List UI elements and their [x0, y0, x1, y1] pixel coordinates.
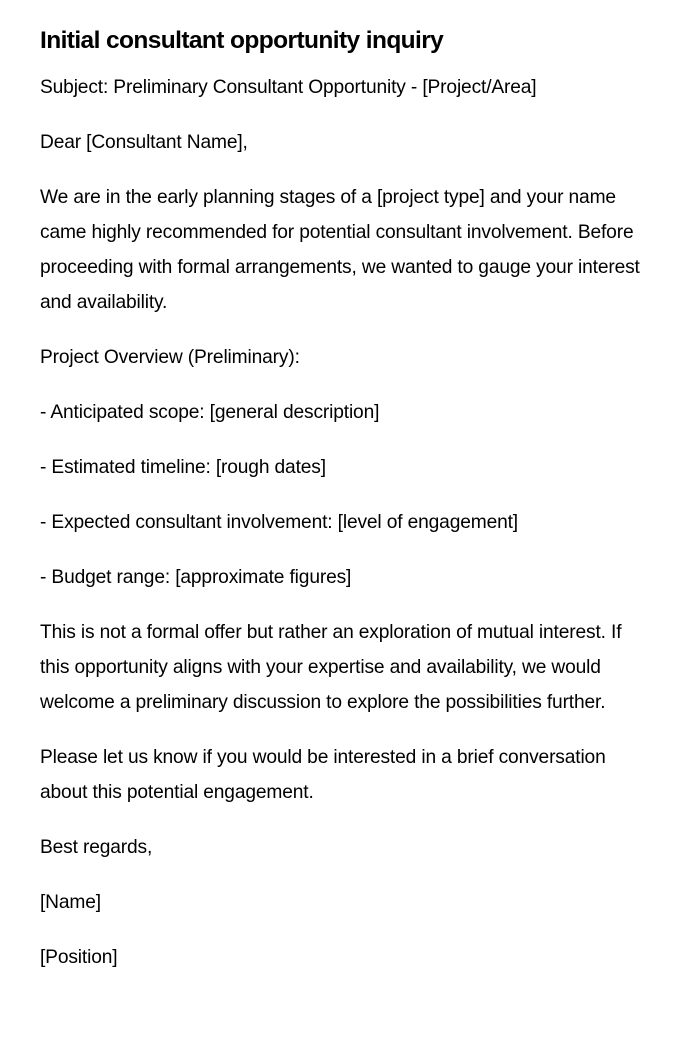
- overview-item-timeline: - Estimated timeline: [rough dates]: [40, 457, 326, 478]
- overview-heading: Project Overview (Preliminary):: [40, 347, 300, 368]
- intro-paragraph: We are in the early planning stages of a [project type] and your name came highly recommended for potential consultant involvement. Before proceeding with formal arrangements, we wanted to gauge your interest and availability.: [40, 187, 640, 313]
- overview-item-scope: - Anticipated scope: [general description]: [40, 402, 380, 423]
- salutation: Dear [Consultant Name],: [40, 132, 248, 153]
- letter-body: [40, 70, 650, 995]
- overview-item-involvement: - Expected consultant involvement: [level of engagement]: [40, 512, 518, 533]
- request-paragraph: Please let us know if you would be interested in a brief conversation about this potential engagement.: [40, 747, 606, 803]
- signature-position: [Position]: [40, 947, 118, 968]
- closing: Best regards,: [40, 837, 153, 858]
- overview-item-budget: - Budget range: [approximate figures]: [40, 567, 352, 588]
- signature-name: [Name]: [40, 892, 101, 913]
- subject-line: Subject: Preliminary Consultant Opportunity - [Project/Area]: [40, 77, 537, 98]
- disclaimer-paragraph: This is not a formal offer but rather an exploration of mutual interest. If this opportunity aligns with your expertise and availability, we would welcome a preliminary discussion to explore the possibilities further.: [40, 622, 622, 713]
- document-title: Initial consultant opportunity inquiry: [40, 27, 444, 54]
